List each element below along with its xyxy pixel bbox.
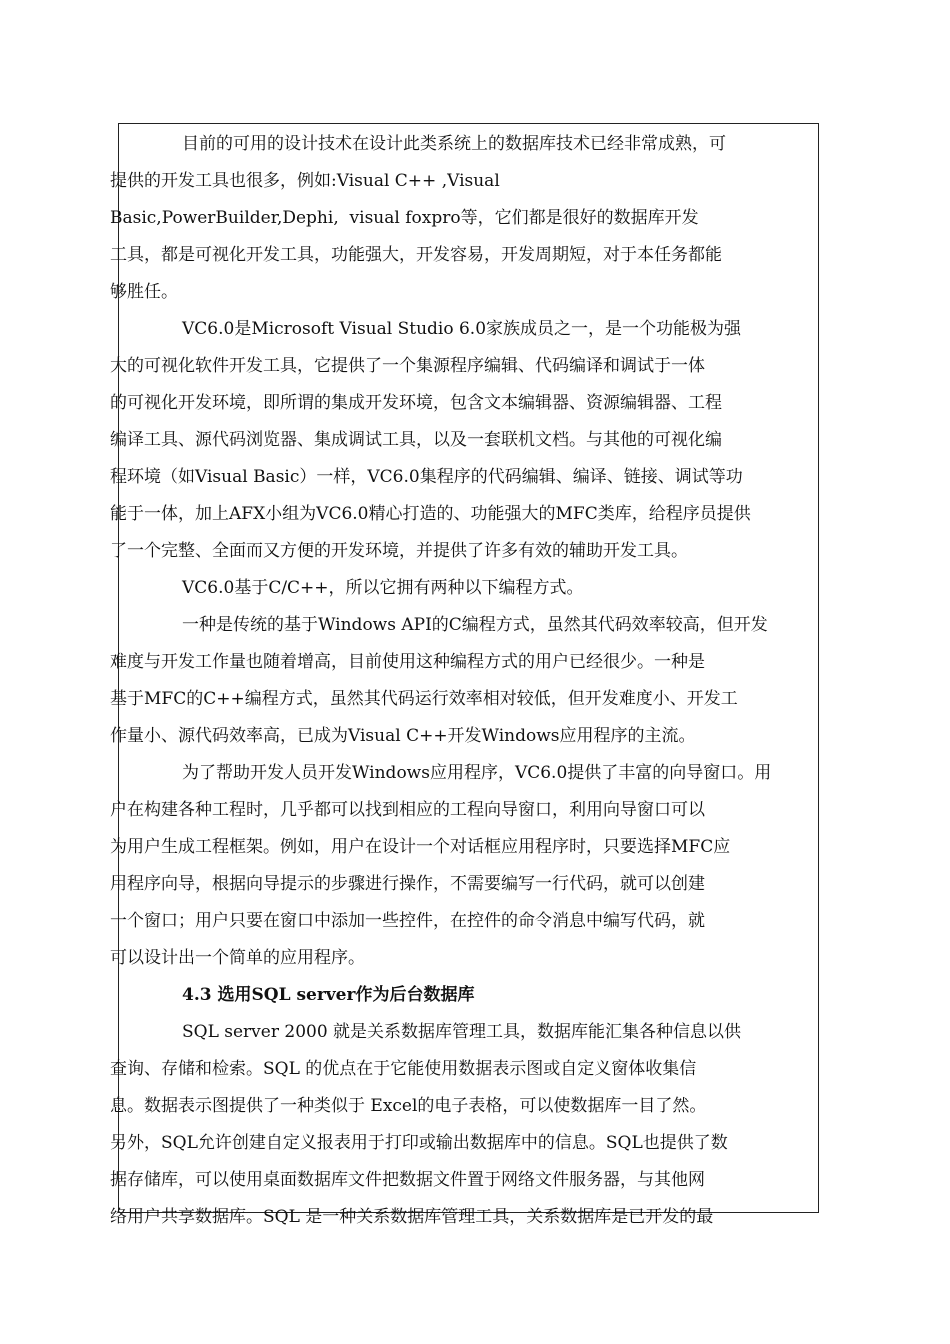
text-line: 用程序向导，根据向导提示的步骤进行操作，不需要编写一行代码，就可以创建 [110,874,705,894]
text-line: 据存储库，可以使用桌面数据库文件把数据文件置于网络文件服务器，与其他网 [110,1170,705,1190]
text-line: 户在构建各种工程时，几乎都可以找到相应的工程向导窗口，利用向导窗口可以 [110,800,705,820]
text-line: 息。数据表示图提供了一种类似于 Excel的电子表格，可以使数据库一目了然。 [110,1096,707,1116]
text-line: 够胜任。 [110,282,178,302]
text-line: 难度与开发工作量也随着增高，目前使用这种编程方式的用户已经很少。一种是 [110,652,705,672]
text-line: 程环境（如Visual Basic）一样，VC6.0集程序的代码编辑、编译、链接、调试等功 [110,467,743,487]
text-line: 络用户共享数据库。SQL 是一种关系数据库管理工具，关系数据库是已开发的最 [110,1207,714,1227]
text-line: 工具，都是可视化开发工具，功能强大，开发容易，开发周期短，对于本任务都能 [110,245,722,265]
paragraph-vc6-intro [110,311,806,570]
section-heading: 4.3 选用SQL server作为后台数据库 [182,985,475,1005]
text-line: 为了帮助开发人员开发Windows应用程序，VC6.0提供了丰富的向导窗口。用 [182,763,772,783]
text-line: 作量小、源代码效率高，已成为Visual C++开发Windows应用程序的主流。 [110,726,696,746]
text-line: VC6.0是Microsoft Visual Studio 6.0家族成员之一，是一个功能极为强 [182,319,742,339]
text-line: 一个窗口；用户只要在窗口中添加一些控件，在控件的命令消息中编写代码，就 [110,911,705,931]
text-line: VC6.0基于C/C++，所以它拥有两种以下编程方式。 [182,578,584,598]
text-line: 的可视化开发环境，即所谓的集成开发环境，包含文本编辑器、资源编辑器、工程 [110,393,722,413]
document-body [110,126,806,1236]
text-line: 另外，SQL允许创建自定义报表用于打印或输出数据库中的信息。SQL也提供了数 [110,1133,728,1153]
text-line: 提供的开发工具也很多，例如:Visual C++ ,Visual [110,171,500,191]
content-frame [110,123,819,1227]
text-line: 一种是传统的基于Windows API的C编程方式，虽然其代码效率较高，但开发 [182,615,768,635]
text-line: 基于MFC的C++编程方式，虽然其代码运行效率相对较低，但开发难度小、开发工 [110,689,738,709]
text-line: 能于一体，加上AFX小组为VC6.0精心打造的、功能强大的MFC类库，给程序员提供 [110,504,751,524]
paragraph-wizard [110,755,806,977]
text-line: 大的可视化软件开发工具，它提供了一个集源程序编辑、代码编译和调试于一体 [110,356,705,376]
paragraph-vc6-modes [146,570,806,607]
paragraph-api-mfc [110,607,806,755]
text-line: 目前的可用的设计技术在设计此类系统上的数据库技术已经非常成熟，可 [182,134,726,154]
text-line: SQL server 2000 就是关系数据库管理工具，数据库能汇集各种信息以供 [182,1022,742,1042]
paragraph-dev-tools [110,126,806,311]
text-line: 为用户生成工程框架。例如，用户在设计一个对话框应用程序时，只要选择MFC应 [110,837,731,857]
text-line: 可以设计出一个简单的应用程序。 [110,948,365,968]
text-line: 了一个完整、全面而又方便的开发环境，并提供了许多有效的辅助开发工具。 [110,541,688,561]
paragraph-sql-server [110,1014,806,1236]
text-line: Basic,PowerBuilder,Dephi, visual foxpro等，它们都是很好的数据库开发 [110,208,699,228]
text-line: 编译工具、源代码浏览器、集成调试工具，以及一套联机文档。与其他的可视化编 [110,430,722,450]
text-line: 查询、存储和检索。SQL 的优点在于它能使用数据表示图或自定义窗体收集信 [110,1059,697,1079]
